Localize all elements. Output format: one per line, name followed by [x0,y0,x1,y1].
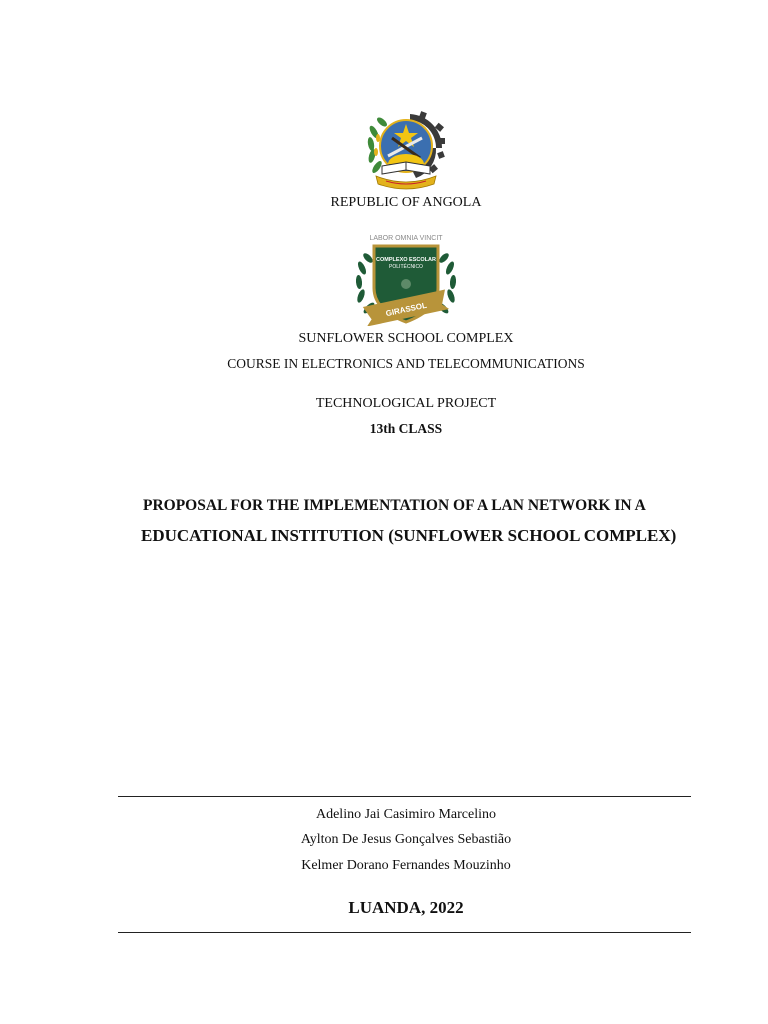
author-name: Aylton De Jesus Gonçalves Sebastião [300,832,512,847]
project-title-line1: PROPOSAL FOR THE IMPLEMENTATION OF A LAN NETWORK IN A [143,497,646,514]
class-label: 13th CLASS [369,421,443,436]
school-badge-line2: POLITÉCNICO [389,264,423,270]
project-title-line2: EDUCATIONAL INSTITUTION (SUNFLOWER SCHOOL COMPLEX) [141,526,677,545]
project-type: TECHNOLOGICAL PROJECT [315,396,497,411]
school-ribbon-text: GIRASSOL [384,300,428,319]
place-year: LUANDA, 2022 [348,898,464,917]
authors-top-rule [118,796,691,797]
school-name: SUNFLOWER SCHOOL COMPLEX [298,331,514,346]
school-badge-emblem [352,232,460,326]
author-name: Adelino Jai Casimiro Marcelino [315,807,497,822]
school-motto: LABOR OMNIA VINCIT [369,235,443,242]
country-heading: REPUBLIC OF ANGOLA [330,195,482,210]
author-name: Kelmer Dorano Fernandes Mouzinho [301,858,511,873]
course-name: COURSE IN ELECTRONICS AND TELECOMMUNICATIONS [227,356,585,371]
angola-coat-of-arms-emblem [366,108,446,190]
school-badge-line1: COMPLEXO ESCOLAR [376,257,436,263]
footer-bottom-rule [118,932,691,933]
